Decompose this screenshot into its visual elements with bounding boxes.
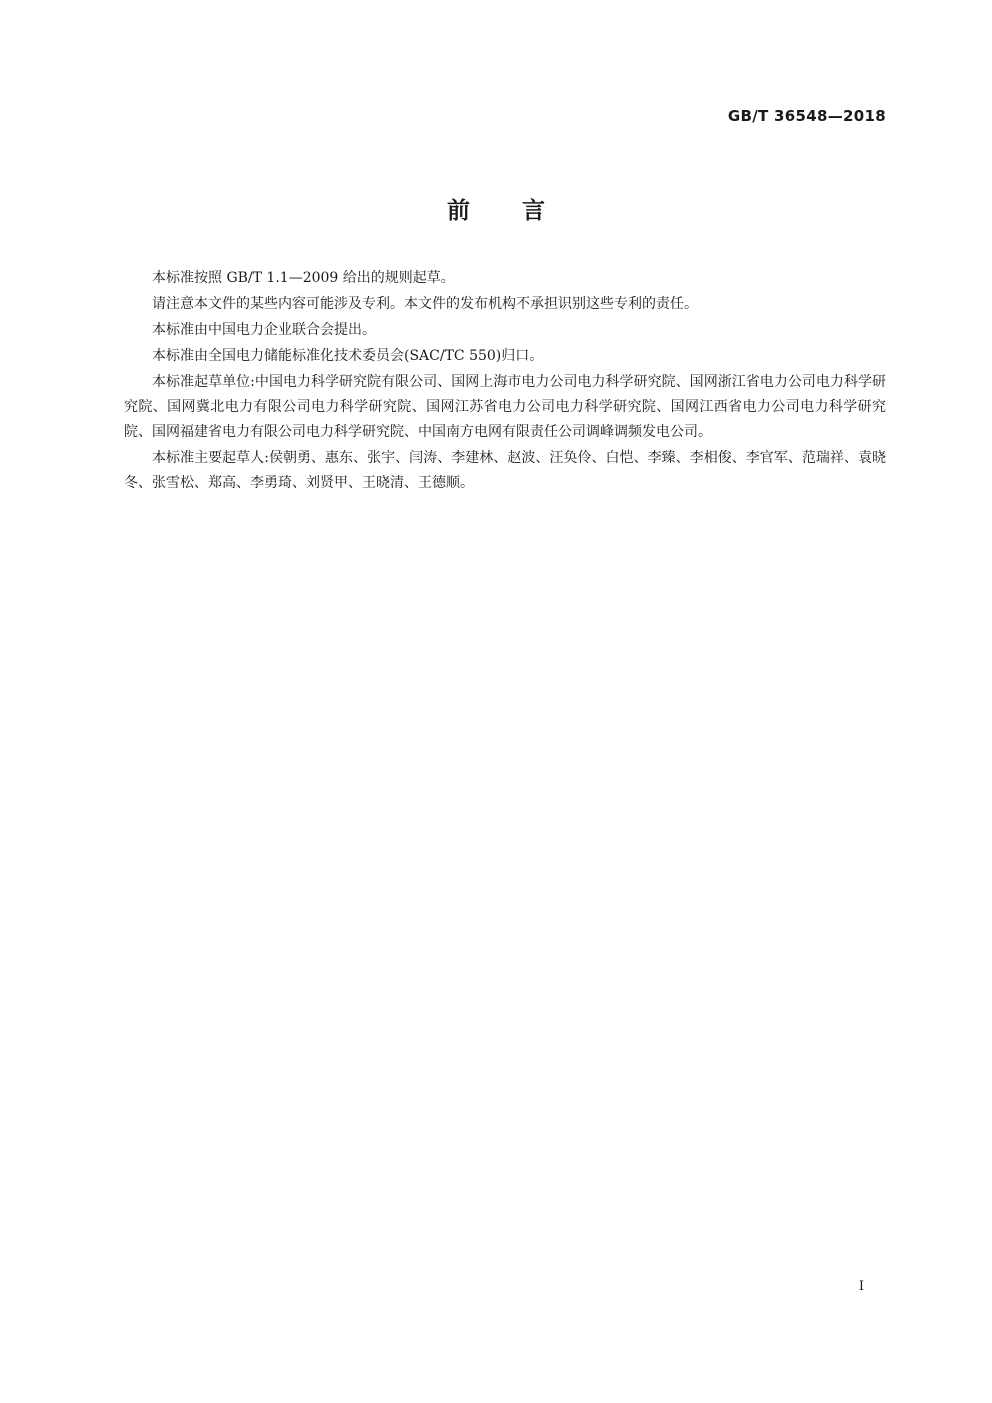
foreword-body: [124, 266, 886, 497]
paragraph-drafting-units: 本标准起草单位:中国电力科学研究院有限公司、国网上海市电力公司电力科学研究院、国网浙江省电力公司电力科学研究院、国网冀北电力有限公司电力科学研究院、国网江苏省电力公司电力科学研究院、国网江西省电力公司电力科学研究院、国网福建省电力有限公司电力科学研究院、中国南方电网有限责任公司调峰调频发电公司。: [124, 374, 886, 440]
paragraph-under-jurisdiction: 本标准由全国电力储能标准化技术委员会(SAC/TC 550)归口。: [152, 348, 544, 364]
paragraph-proposed-by: 本标准由中国电力企业联合会提出。: [152, 322, 376, 338]
page-title: 前言: [447, 198, 597, 224]
standard-number: GB/T 36548—2018: [727, 107, 886, 125]
page-number: I: [858, 1279, 864, 1294]
paragraph-drafters: 本标准主要起草人:侯朝勇、惠东、张宇、闫涛、李建林、赵波、汪奂伶、白恺、李臻、李相俊、李官军、范瑞祥、袁晓冬、张雪松、郑高、李勇琦、刘贤甲、王晓清、王德顺。: [124, 450, 886, 491]
paragraph-patent-notice: 请注意本文件的某些内容可能涉及专利。本文件的发布机构不承担识别这些专利的责任。: [152, 296, 698, 312]
paragraph-drafting-rules: 本标准按照 GB/T 1.1—2009 给出的规则起草。: [152, 270, 455, 286]
